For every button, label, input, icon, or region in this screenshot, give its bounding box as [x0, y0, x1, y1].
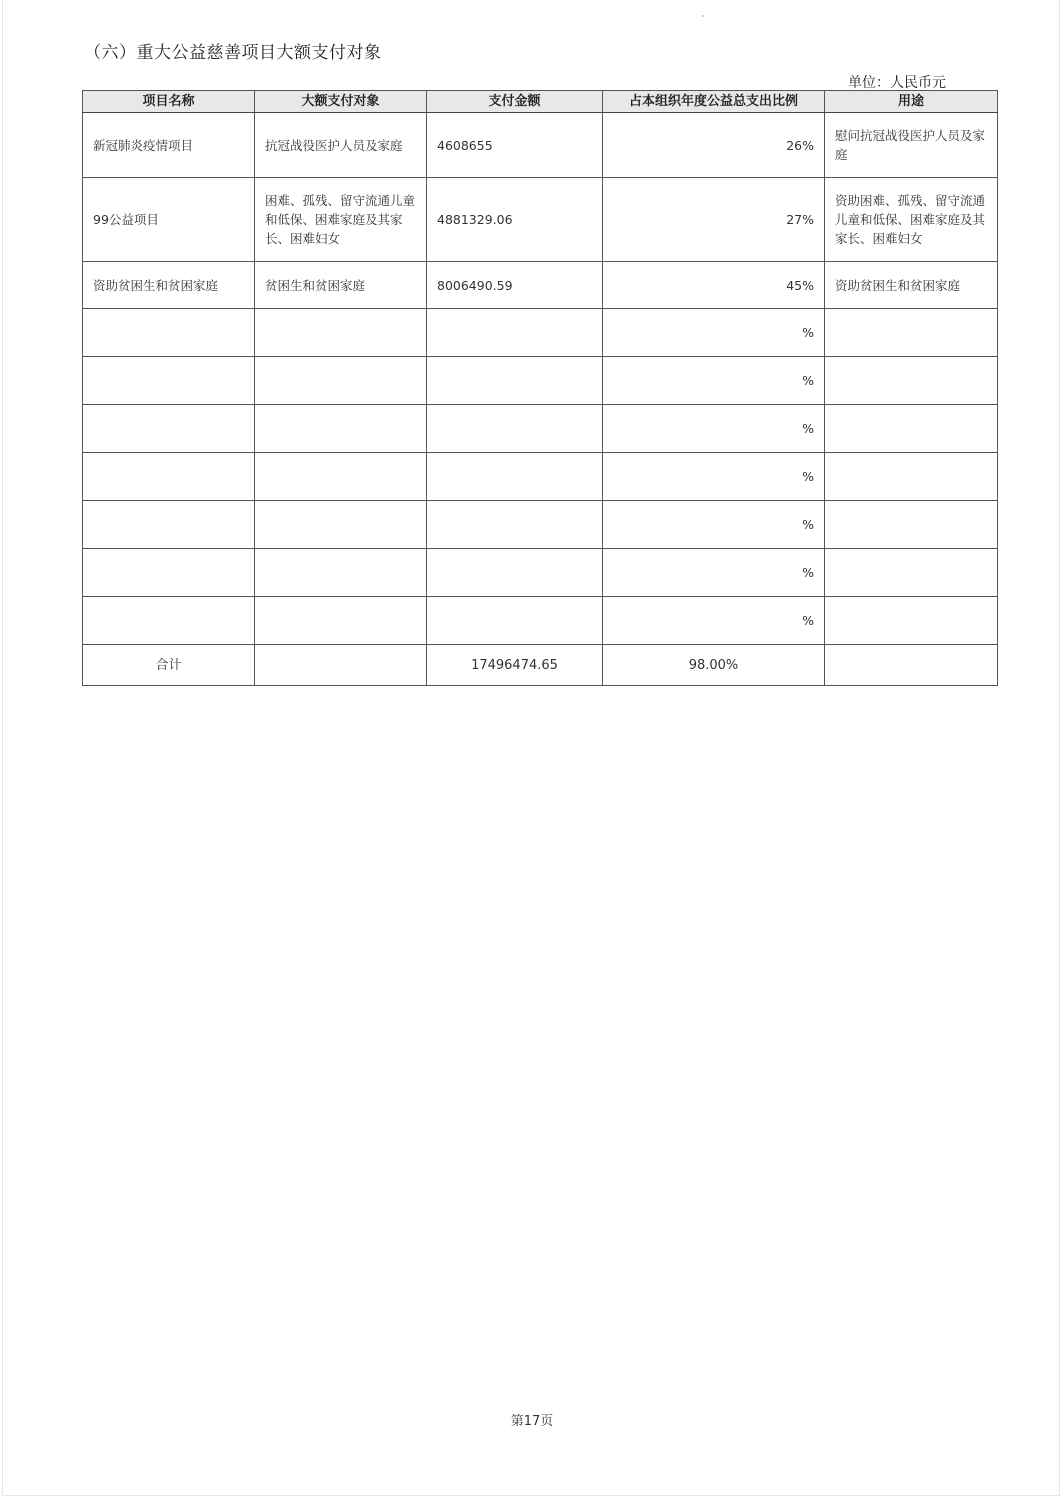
cell-payment-target	[255, 405, 427, 453]
cell-expense-ratio: %	[603, 405, 825, 453]
cell-expense-ratio: %	[603, 549, 825, 597]
table-row	[83, 309, 998, 357]
cell-purpose	[825, 549, 998, 597]
cell-payment-amount: 8006490.59	[427, 262, 603, 309]
cell-purpose: 资助贫困生和贫困家庭	[825, 262, 998, 309]
cell-purpose	[825, 453, 998, 501]
cell-project-name	[83, 453, 255, 501]
cell-project-name	[83, 549, 255, 597]
cell-purpose	[825, 501, 998, 549]
cell-payment-amount: 4608655	[427, 113, 603, 178]
cell-payment-amount	[427, 357, 603, 405]
total-amount: 17496474.65	[427, 645, 603, 686]
cell-expense-ratio: %	[603, 453, 825, 501]
cell-payment-amount	[427, 549, 603, 597]
cell-payment-target	[255, 549, 427, 597]
cell-project-name: 资助贫困生和贫困家庭	[83, 262, 255, 309]
scan-mark	[702, 15, 704, 17]
total-label: 合计	[83, 645, 255, 686]
total-purpose	[825, 645, 998, 686]
cell-expense-ratio: 45%	[603, 262, 825, 309]
cell-project-name	[83, 597, 255, 645]
page-number: 第17页	[510, 1414, 554, 1429]
cell-purpose	[825, 597, 998, 645]
cell-purpose	[825, 357, 998, 405]
table-row	[83, 453, 998, 501]
table-row	[83, 405, 998, 453]
table-row	[83, 501, 998, 549]
cell-project-name	[83, 405, 255, 453]
header-expense-ratio: 占本组织年度公益总支出比例	[603, 91, 825, 113]
cell-purpose: 慰问抗冠战役医护人员及家庭	[825, 113, 998, 178]
table-row	[83, 597, 998, 645]
table-row	[83, 113, 998, 178]
table-row	[83, 178, 998, 262]
cell-expense-ratio: %	[603, 501, 825, 549]
cell-purpose	[825, 309, 998, 357]
cell-payment-amount	[427, 453, 603, 501]
cell-payment-target: 抗冠战役医护人员及家庭	[255, 113, 427, 178]
table-row	[83, 549, 998, 597]
cell-expense-ratio: %	[603, 597, 825, 645]
cell-payment-target	[255, 597, 427, 645]
header-project-name: 项目名称	[83, 91, 255, 113]
table-row	[83, 357, 998, 405]
cell-payment-target: 贫困生和贫困家庭	[255, 262, 427, 309]
cell-payment-target	[255, 453, 427, 501]
cell-expense-ratio: 26%	[603, 113, 825, 178]
cell-purpose	[825, 405, 998, 453]
cell-payment-target	[255, 309, 427, 357]
total-ratio: 98.00%	[603, 645, 825, 686]
table-row	[83, 262, 998, 309]
cell-payment-amount: 4881329.06	[427, 178, 603, 262]
cell-project-name	[83, 501, 255, 549]
cell-payment-target: 困难、孤残、留守流通儿童和低保、困难家庭及其家长、困难妇女	[255, 178, 427, 262]
cell-expense-ratio: 27%	[603, 178, 825, 262]
unit-label: 单位：人民币元	[848, 75, 946, 91]
cell-payment-target	[255, 357, 427, 405]
cell-project-name: 新冠肺炎疫情项目	[83, 113, 255, 178]
cell-project-name: 99公益项目	[83, 178, 255, 262]
table-header-row	[83, 91, 998, 113]
cell-payment-amount	[427, 309, 603, 357]
cell-payment-amount	[427, 405, 603, 453]
cell-project-name	[83, 357, 255, 405]
cell-payment-amount	[427, 501, 603, 549]
total-payment-target	[255, 645, 427, 686]
header-payment-target: 大额支付对象	[255, 91, 427, 113]
payment-table	[82, 90, 998, 686]
cell-expense-ratio: %	[603, 309, 825, 357]
section-title: （六）重大公益慈善项目大额支付对象	[84, 43, 382, 63]
total-row	[83, 645, 998, 686]
header-purpose: 用途	[825, 91, 998, 113]
cell-payment-target	[255, 501, 427, 549]
cell-expense-ratio: %	[603, 357, 825, 405]
cell-payment-amount	[427, 597, 603, 645]
cell-project-name	[83, 309, 255, 357]
header-payment-amount: 支付金额	[427, 91, 603, 113]
cell-purpose: 资助困难、孤残、留守流通儿童和低保、困难家庭及其家长、困难妇女	[825, 178, 998, 262]
